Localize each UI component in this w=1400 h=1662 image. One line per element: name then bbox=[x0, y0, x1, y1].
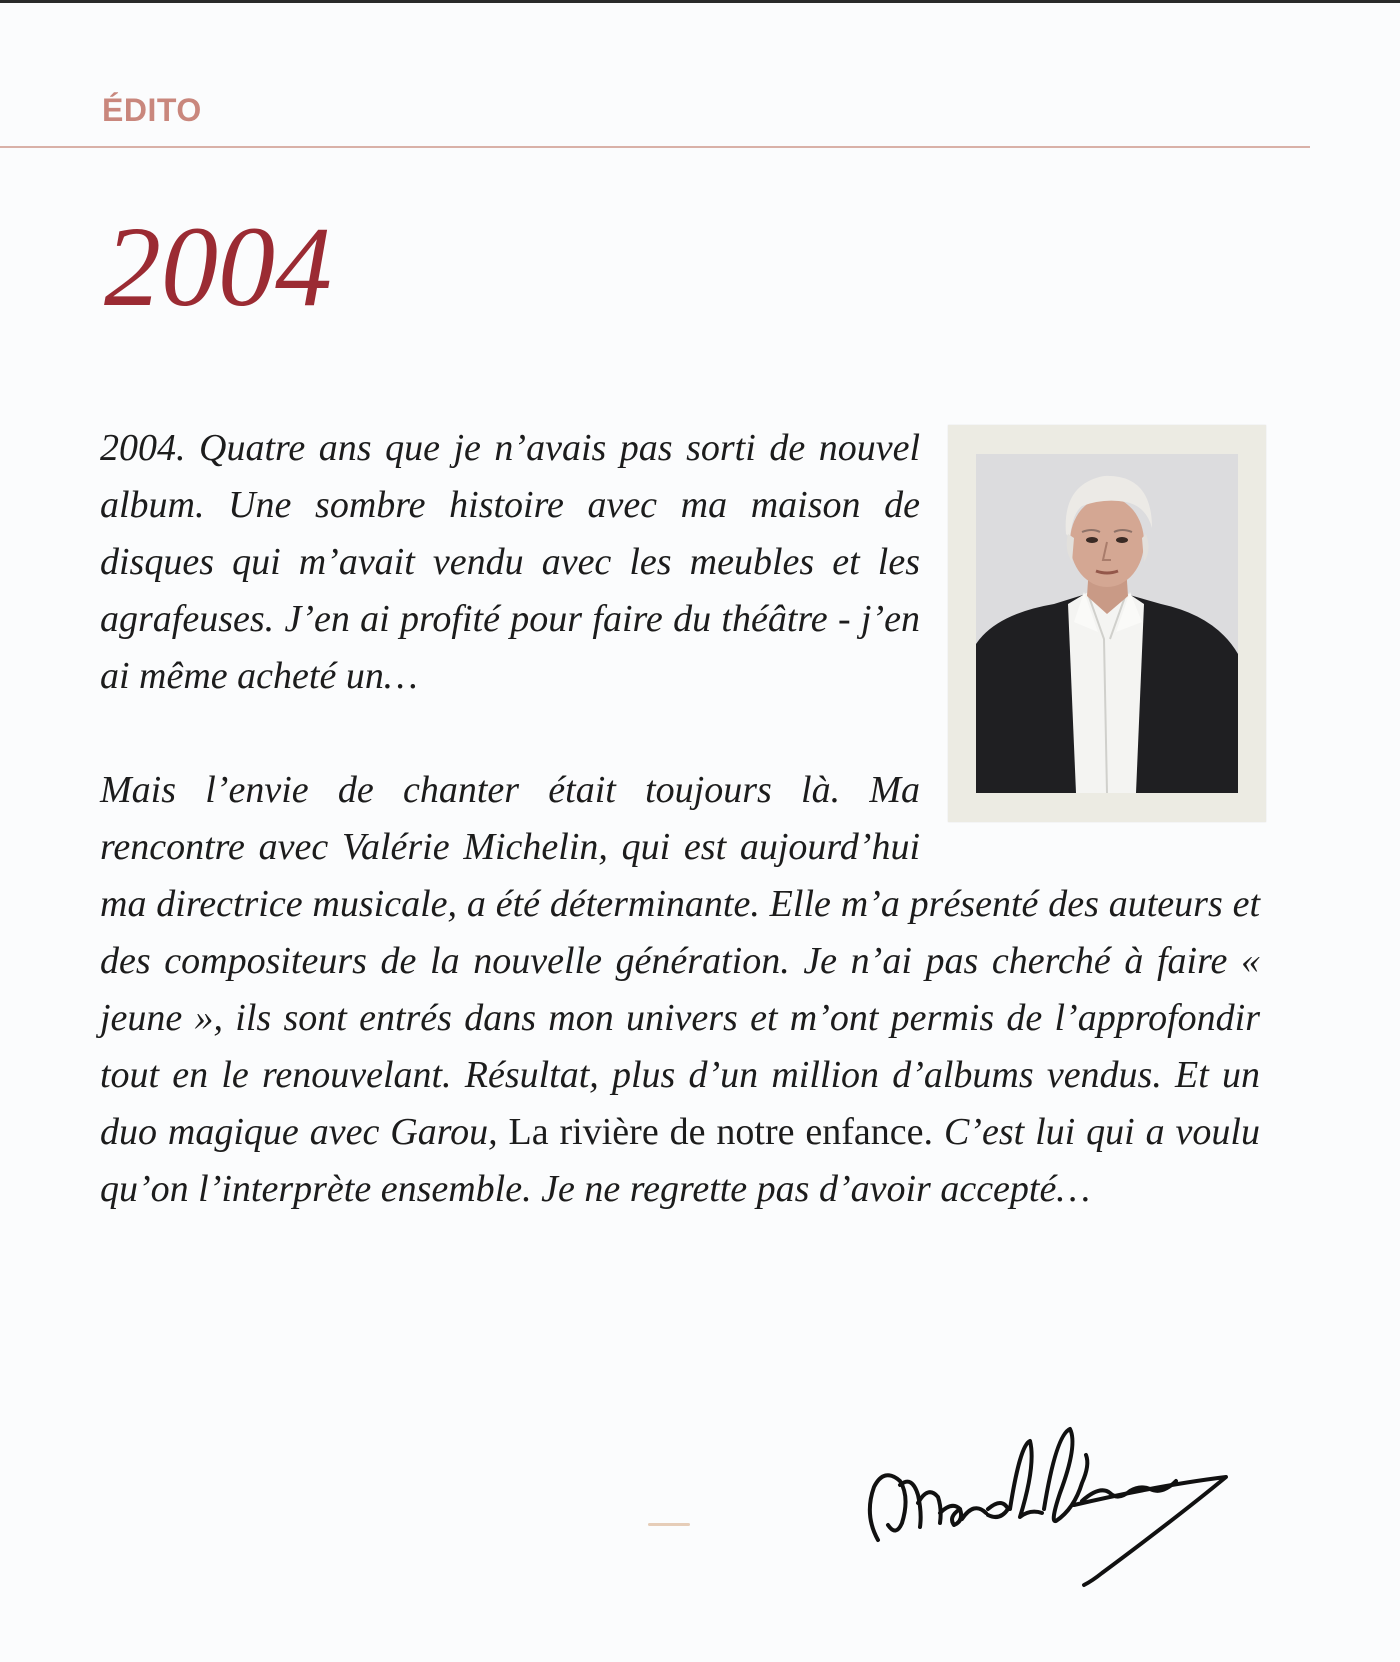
photo-float-space bbox=[920, 420, 1260, 840]
paragraph-2-part-2: C’est lui qui a voulu qu’on l’interprète ensemble. Je ne regrette pas d’avoir accepté… bbox=[100, 1111, 1260, 1210]
handwritten-signature bbox=[860, 1405, 1250, 1595]
paragraph-2-part-1: Mais l’envie de chanter était toujours là. Ma rencontre avec Valérie Michelin, qui est aujourd’hui ma directrice musicale, a été déterminante. Elle m’a présenté des auteurs et des compositeurs de la nouvelle génération. Je n’ai pas cherché à faire « jeune », ils sont entrés dans mon univers et m’ont permis de l’approfondir tout en le renouvelant. Résultat, plus d’un million d’albums vendus. Et un duo magique avec Garou, bbox=[100, 769, 1260, 1153]
song-title: La rivière de notre enfance. bbox=[508, 1111, 934, 1153]
paragraph-1: 2004. Quatre ans que je n’avais pas sorti de nouvel album. Une sombre histoire avec ma maison de disques qui m’avait vendu avec les meubles et les agrafeuses. J’en ai profité pour faire du théâtre - j’en ai même acheté un… bbox=[100, 427, 920, 697]
section-label: ÉDITO bbox=[102, 92, 202, 128]
page-title: 2004 bbox=[104, 203, 332, 330]
editorial-text bbox=[100, 420, 1260, 1218]
section-divider bbox=[0, 146, 1310, 148]
print-mark bbox=[648, 1523, 690, 1526]
top-rule bbox=[0, 0, 1400, 3]
